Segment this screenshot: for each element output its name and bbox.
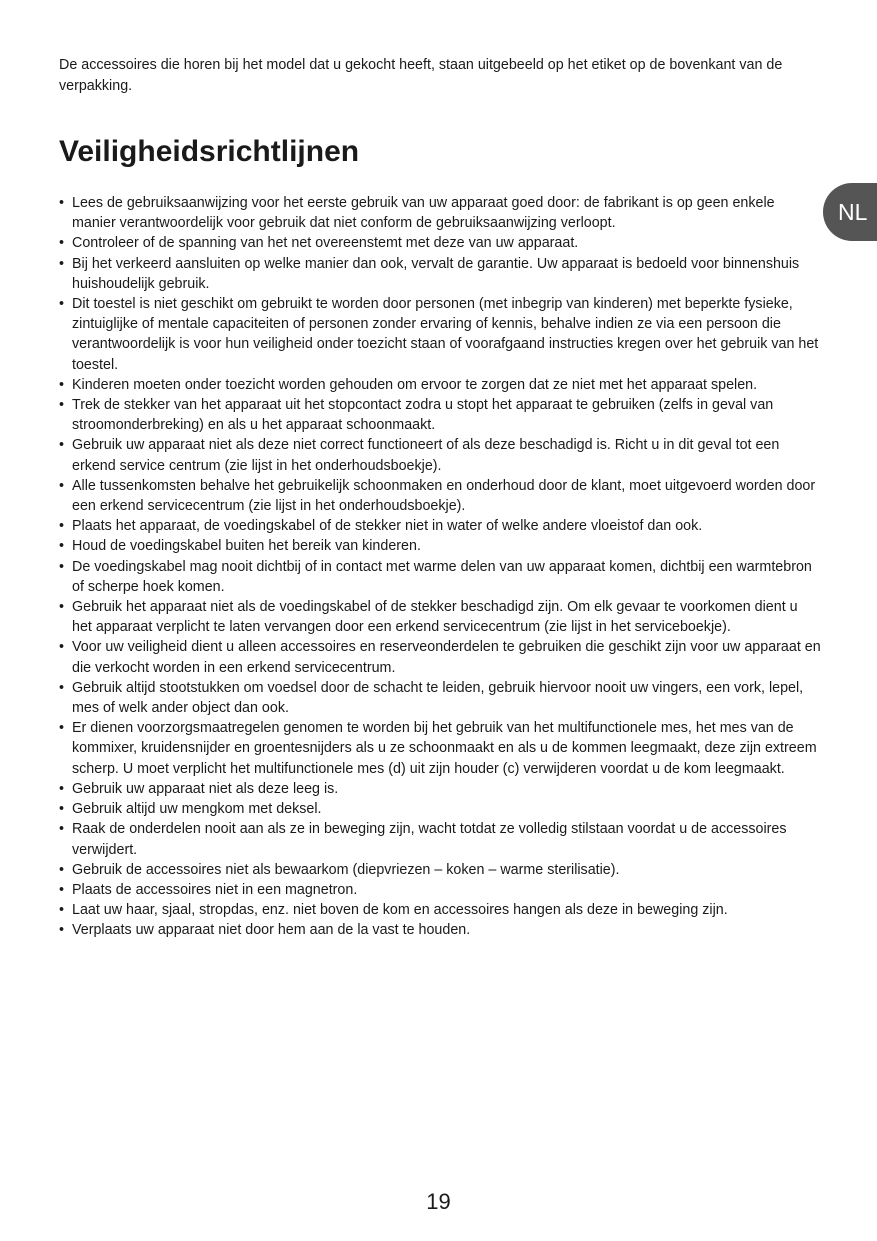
list-item: • Controleer of de spanning van het net overeenstemt met deze van uw apparaat. xyxy=(59,233,821,253)
list-item: • Plaats het apparaat, de voedingskabel of de stekker niet in water of welke andere vloeistof dan ook. xyxy=(59,516,821,536)
intro-paragraph: De accessoires die horen bij het model dat u gekocht heeft, staan uitgebeeld op het etiket op de bovenkant van de verpakking. xyxy=(59,57,783,94)
list-item: • Alle tussenkomsten behalve het gebruikelijk schoonmaken en onderhoud door de klant, moet uitgevoerd worden door een erkend servicecentrum (zie lijst in het onderhoudsboekje). xyxy=(59,476,821,516)
list-item: • Gebruik het apparaat niet als de voedingskabel of de stekker beschadigd zijn. Om elk gevaar te voorkomen dient u het apparaat verplicht te laten vervangen door een erkend servicecentrum (zie lijst in het serviceboekje). xyxy=(59,597,821,637)
page-number: 19 xyxy=(426,1189,451,1214)
list-item: • Er dienen voorzorgsmaatregelen genomen te worden bij het gebruik van het multifunctionele mes, het mes van de kommixer, kruidensnijder en groentesnijders als u ze schoonmaakt en als u de kommen leegmaakt, deze zijn extreem scherp. U moet verplicht het multifunctionele mes (d) uit zijn houder (c) verwijderen voordat u de kom leegmaakt. xyxy=(59,718,821,779)
list-item: • Kinderen moeten onder toezicht worden gehouden om ervoor te zorgen dat ze niet met het apparaat spelen. xyxy=(59,375,821,395)
safety-rules-list xyxy=(59,193,821,941)
page-title: Veiligheidsrichtlijnen xyxy=(59,135,360,168)
list-item: • Voor uw veiligheid dient u alleen accessoires en reserveonderdelen te gebruiken die geschikt zijn voor uw apparaat en die verkocht worden in een erkend servicecentrum. xyxy=(59,637,821,677)
list-item: • Gebruik uw apparaat niet als deze leeg is. xyxy=(59,779,821,799)
list-item: • De voedingskabel mag nooit dichtbij of in contact met warme delen van uw apparaat komen, dichtbij een warmtebron of scherpe hoek komen. xyxy=(59,557,821,597)
list-item: • Houd de voedingskabel buiten het bereik van kinderen. xyxy=(59,536,821,556)
list-item: • Gebruik de accessoires niet als bewaarkom (diepvriezen – koken – warme sterilisatie). xyxy=(59,860,821,880)
list-item: • Trek de stekker van het apparaat uit het stopcontact zodra u stopt het apparaat te gebruiken (zelfs in geval van stroomonderbreking) en als u het apparaat schoonmaakt. xyxy=(59,395,821,435)
list-item: • Verplaats uw apparaat niet door hem aan de la vast te houden. xyxy=(59,920,821,940)
list-item: • Lees de gebruiksaanwijzing voor het eerste gebruik van uw apparaat goed door: de fabrikant is op geen enkele manier verantwoordelijk voor gebruik dat niet conform de gebruiksaanwijzing verloopt. xyxy=(59,193,821,233)
list-item: • Gebruik altijd stootstukken om voedsel door de schacht te leiden, gebruik hiervoor nooit uw vingers, een vork, lepel, mes of welk ander object dan ook. xyxy=(59,678,821,718)
list-item: • Gebruik uw apparaat niet als deze niet correct functioneert of als deze beschadigd is. Richt u in dit geval tot een erkend service centrum (zie lijst in het onderhoudsboekje). xyxy=(59,435,821,475)
list-item: • Gebruik altijd uw mengkom met deksel. xyxy=(59,799,821,819)
list-item: • Dit toestel is niet geschikt om gebruikt te worden door personen (met inbegrip van kinderen) met beperkte fysieke, zintuiglijke of mentale capaciteiten of personen zonder ervaring of kennis, behalve indien ze via een persoon die verantwoordelijk is voor hun veiligheid onder toezicht staan of voorafgaand instructies kregen over het gebruik van het toestel. xyxy=(59,294,821,375)
list-item: • Plaats de accessoires niet in een magnetron. xyxy=(59,880,821,900)
list-item: • Bij het verkeerd aansluiten op welke manier dan ook, vervalt de garantie. Uw apparaat is bedoeld voor binnenshuis huishoudelijk gebruik. xyxy=(59,254,821,294)
list-item: • Raak de onderdelen nooit aan als ze in beweging zijn, wacht totdat ze volledig stilstaan voordat u de accessoires verwijdert. xyxy=(59,819,821,859)
language-tab: NL xyxy=(823,183,877,241)
list-item: • Laat uw haar, sjaal, stropdas, enz. niet boven de kom en accessoires hangen als deze in beweging zijn. xyxy=(59,900,821,920)
